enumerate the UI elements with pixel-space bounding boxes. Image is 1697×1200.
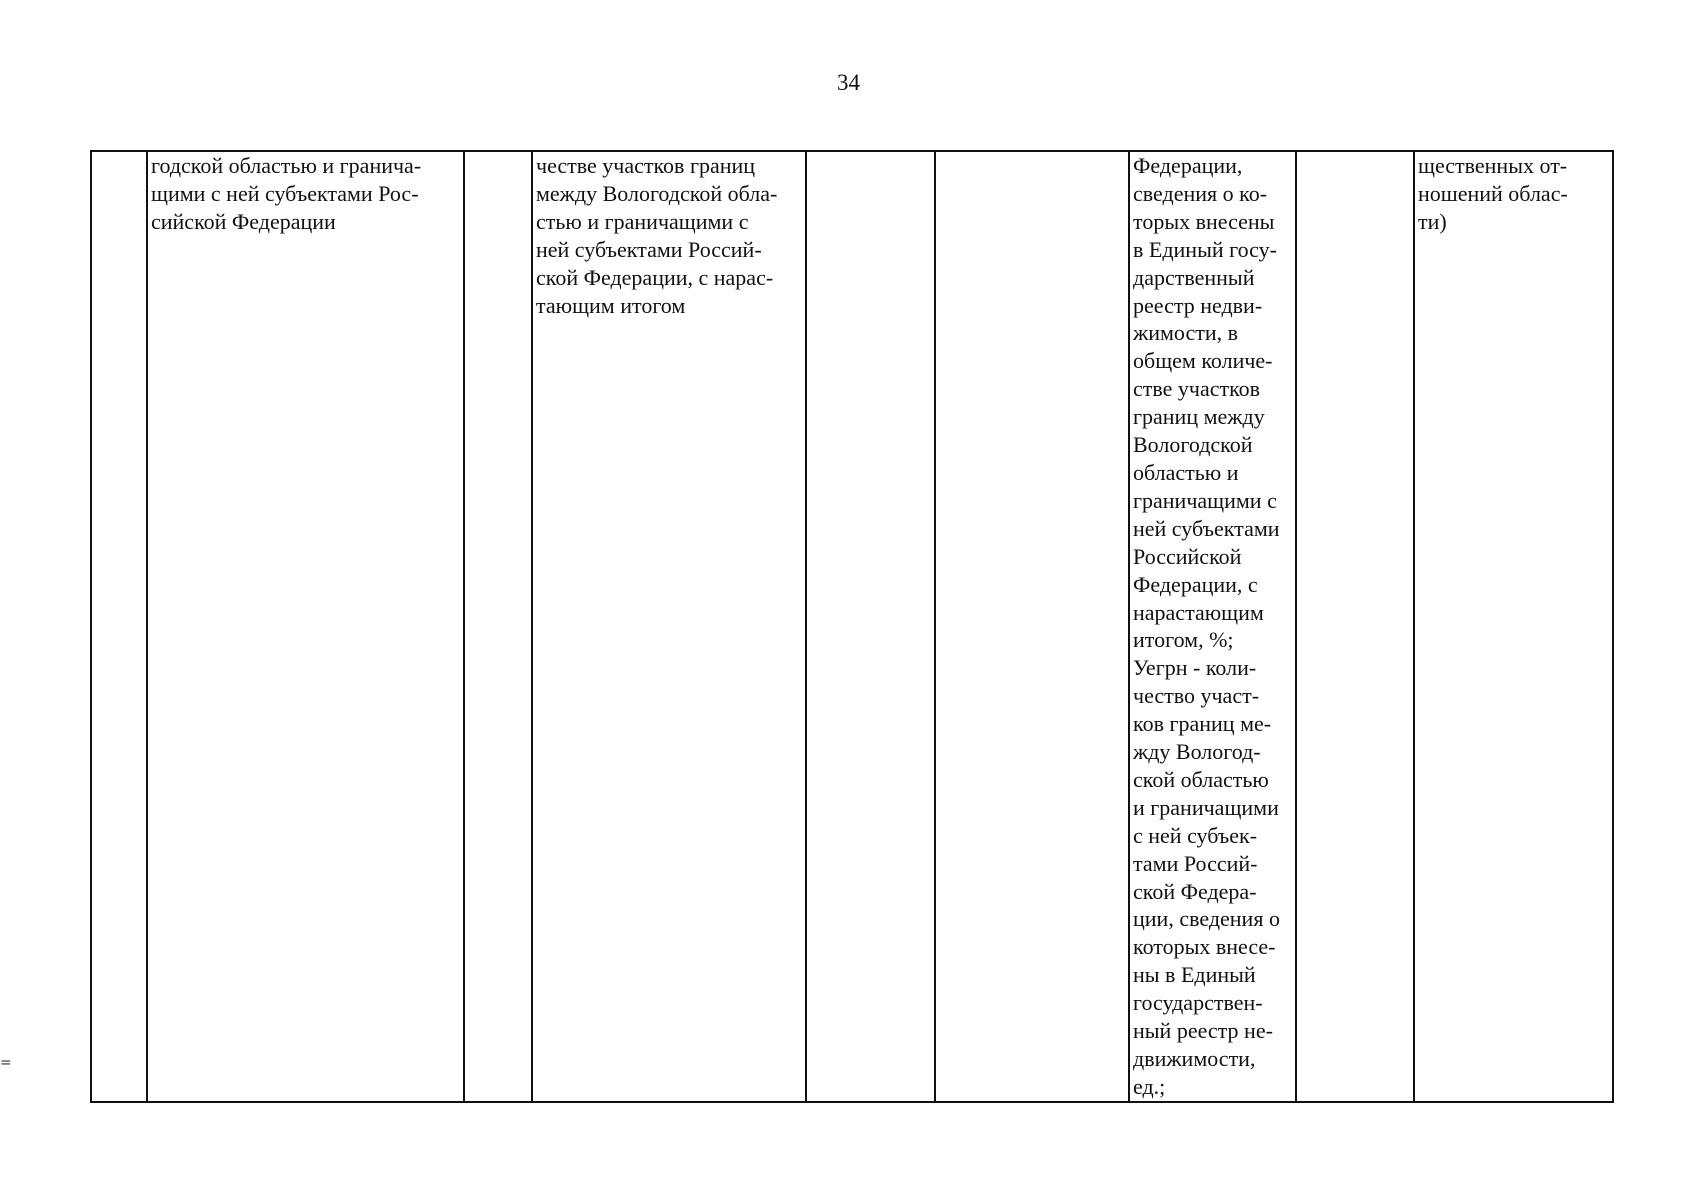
table-cell-7: Федерации, сведения о ко- торых внесены в Единый госу- дарственный реестр недви- жимости, в общем количе- стве участков границ между Вологодской областью и граничащими с ней субъектами Российской Федерации, с нарастающим итогом, %; Уегрн - коли- чество участ- ков границ ме- жду Вологод- ской областью и граничащими с ней субъек- тами Россий- ской Федера- ции, сведения о которых внесе- ны в Единый государствен- ный реестр не- движимости, ед.; bbox=[1129, 151, 1296, 1102]
document-table bbox=[90, 150, 1614, 1103]
page-number: 34 bbox=[837, 70, 860, 95]
margin-mark: = bbox=[0, 1055, 12, 1071]
table-cell-4: честве участков границ между Вологодской обла- стью и граничащими с ней субъектами Россий- ской Федерации, с нарас- тающим итогом bbox=[532, 151, 806, 1102]
table-cell-3 bbox=[464, 151, 532, 1102]
table-cell-8 bbox=[1296, 151, 1414, 1102]
table-row bbox=[91, 151, 1613, 1102]
table-cell-1 bbox=[91, 151, 147, 1102]
table-cell-5 bbox=[806, 151, 935, 1102]
table-cell-2: годской областью и гранича- щими с ней субъектами Рос- сийской Федерации bbox=[147, 151, 464, 1102]
table-cell-9: щественных от- ношений облас- ти) bbox=[1414, 151, 1613, 1102]
table-cell-6 bbox=[935, 151, 1129, 1102]
